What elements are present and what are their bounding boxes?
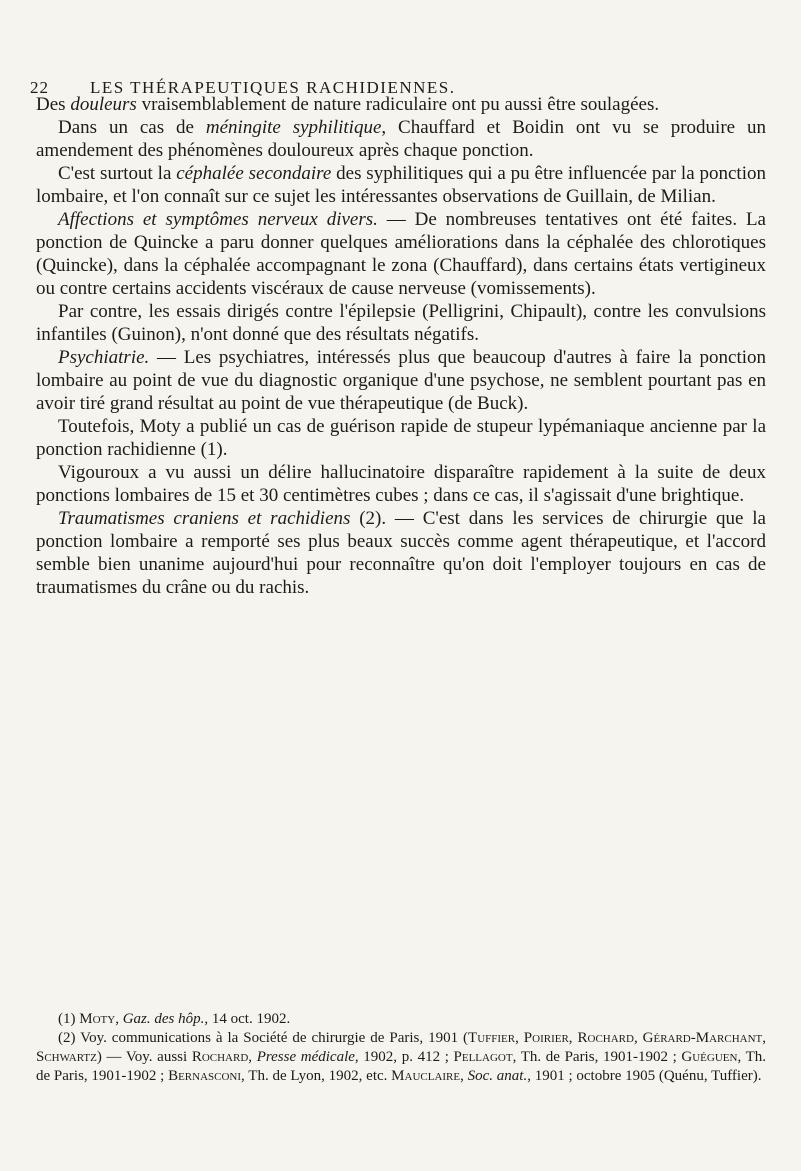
paragraph — [36, 346, 766, 415]
text-run: Toutefois, Moty a publié un cas de guérison rapide de stupeur lypémaniaque ancienne par la ponction rachidienne — [36, 416, 766, 460]
text-run: Dans un cas de — [58, 117, 206, 138]
text-run: C'est surtout la — [58, 163, 177, 184]
author-name: Tuffier, Poirier, Rochard, Gérard-Marchant, Schwartz — [36, 1030, 767, 1065]
text-run: , — [460, 1068, 468, 1084]
text-run: , Chauffard et Boidin ont vu se produire un amendement des phénomènes douloureux après chaque ponction. — [36, 117, 767, 161]
italic-run: céphalée secondaire — [176, 163, 332, 184]
author-name: Bernasconi — [168, 1068, 242, 1084]
author-name: Rochard — [191, 1049, 249, 1065]
text-run: , Th. de Paris, 1901-1902 ; — [36, 1049, 766, 1084]
text-run: — De nombreuses tentatives ont été faites. La ponction de Quincke a paru donner quelques améliorations dans la céphalée des chlorotiques (Quincke), dans la céphalée accompagnant le zona (Chauffard), dans certains états vertigineux ou contre certains accidents viscéraux de cause nerveuse (vomissements). — [36, 209, 766, 299]
author-name: Pellagot — [453, 1049, 513, 1065]
paragraph — [36, 162, 766, 208]
footnote-ref: (1) — [200, 439, 223, 460]
paragraph — [36, 415, 766, 461]
author-name: Guéguen — [681, 1049, 738, 1065]
text-run: , 1901 ; octobre 1905 (Quénu, Tuffier). — [527, 1068, 762, 1084]
text-run: (1) — [58, 1011, 80, 1027]
text-run: , 1902, p. 412 ; — [354, 1049, 454, 1065]
footnote — [36, 1010, 766, 1029]
text-run: , — [115, 1011, 123, 1027]
text-run: , Th. de Paris, 1901-1902 ; — [512, 1049, 682, 1065]
page-number: 22 — [30, 78, 49, 97]
journal-title: Presse médicale — [256, 1049, 355, 1065]
text-run: des syphilitiques qui a pu être influencée par la ponction lombaire, et l'on connaît sur ce sujet les intéressantes observations de Guillain, de Milian. — [36, 163, 766, 207]
section-heading: Traumatismes craniens et rachidiens — [58, 508, 351, 529]
footnotes — [36, 1010, 766, 1086]
text-run: , — [248, 1049, 257, 1065]
text-run: . — C'est dans les services de chirurgie que la ponction lombaire a remporté ses plus beaux succès comme agent thérapeutique, et l'accord semble bien unanime aujourd'hui pour reconnaître qu'on doit l'employer toujours en cas de traumatismes du crâne ou du rachis. — [36, 508, 766, 598]
text-run: , Th. de Lyon, 1902, etc. — [241, 1068, 392, 1084]
text-run: vraisemblablement de nature radiculaire ont pu aussi être soulagées. — [136, 94, 660, 115]
text-run: ) — Voy. aussi — [96, 1049, 192, 1065]
text-run: . — [222, 439, 228, 460]
footnote — [36, 1029, 766, 1086]
journal-title: Gaz. des hôp. — [122, 1011, 205, 1027]
italic-run: douleurs — [70, 94, 137, 115]
paragraph — [36, 300, 766, 346]
paragraph — [36, 461, 766, 507]
text-run: Des — [36, 94, 71, 115]
paragraph — [36, 208, 766, 300]
text-run: Par contre, les essais dirigés contre l'épilepsie (Pelligrini, Chipault), contre les convulsions infantiles (Guinon), n'ont donné que des résultats négatifs. — [36, 301, 766, 345]
paragraph — [36, 116, 766, 162]
author-name: Mauclaire — [391, 1068, 461, 1084]
section-heading: Psychiatrie. — [58, 347, 150, 368]
journal-title: Soc. anat. — [467, 1068, 528, 1084]
running-title: LES THÉRAPEUTIQUES RACHIDIENNES. — [90, 78, 456, 97]
body-text — [36, 93, 766, 599]
author-name: Moty — [79, 1011, 116, 1027]
text-run: (2) Voy. communications à la Société de chirurgie de Paris, 1901 ( — [58, 1030, 469, 1046]
footnote-ref: (2) — [359, 508, 382, 529]
section-heading: Affections et symptômes nerveux divers. — [58, 209, 378, 230]
italic-run: méningite syphilitique — [205, 117, 382, 138]
text-run: — Les psychiatres, intéressés plus que beaucoup d'autres à faire la ponction lombaire au point de vue du diagnostic organique d'une psychose, ne semblent pourtant pas en avoir tiré grand résultat au point de vue thérapeutique (de Buck). — [36, 347, 766, 414]
paragraph — [36, 507, 766, 599]
text-run: Vigouroux a vu aussi un délire hallucinatoire disparaître rapidement à la suite de deux ponctions lombaires de 15 et 30 centimètres cubes ; dans ce cas, il s'agissait d'une brightique. — [36, 462, 766, 506]
paragraph — [36, 93, 766, 116]
text-run: , 14 oct. 1902. — [204, 1011, 291, 1027]
